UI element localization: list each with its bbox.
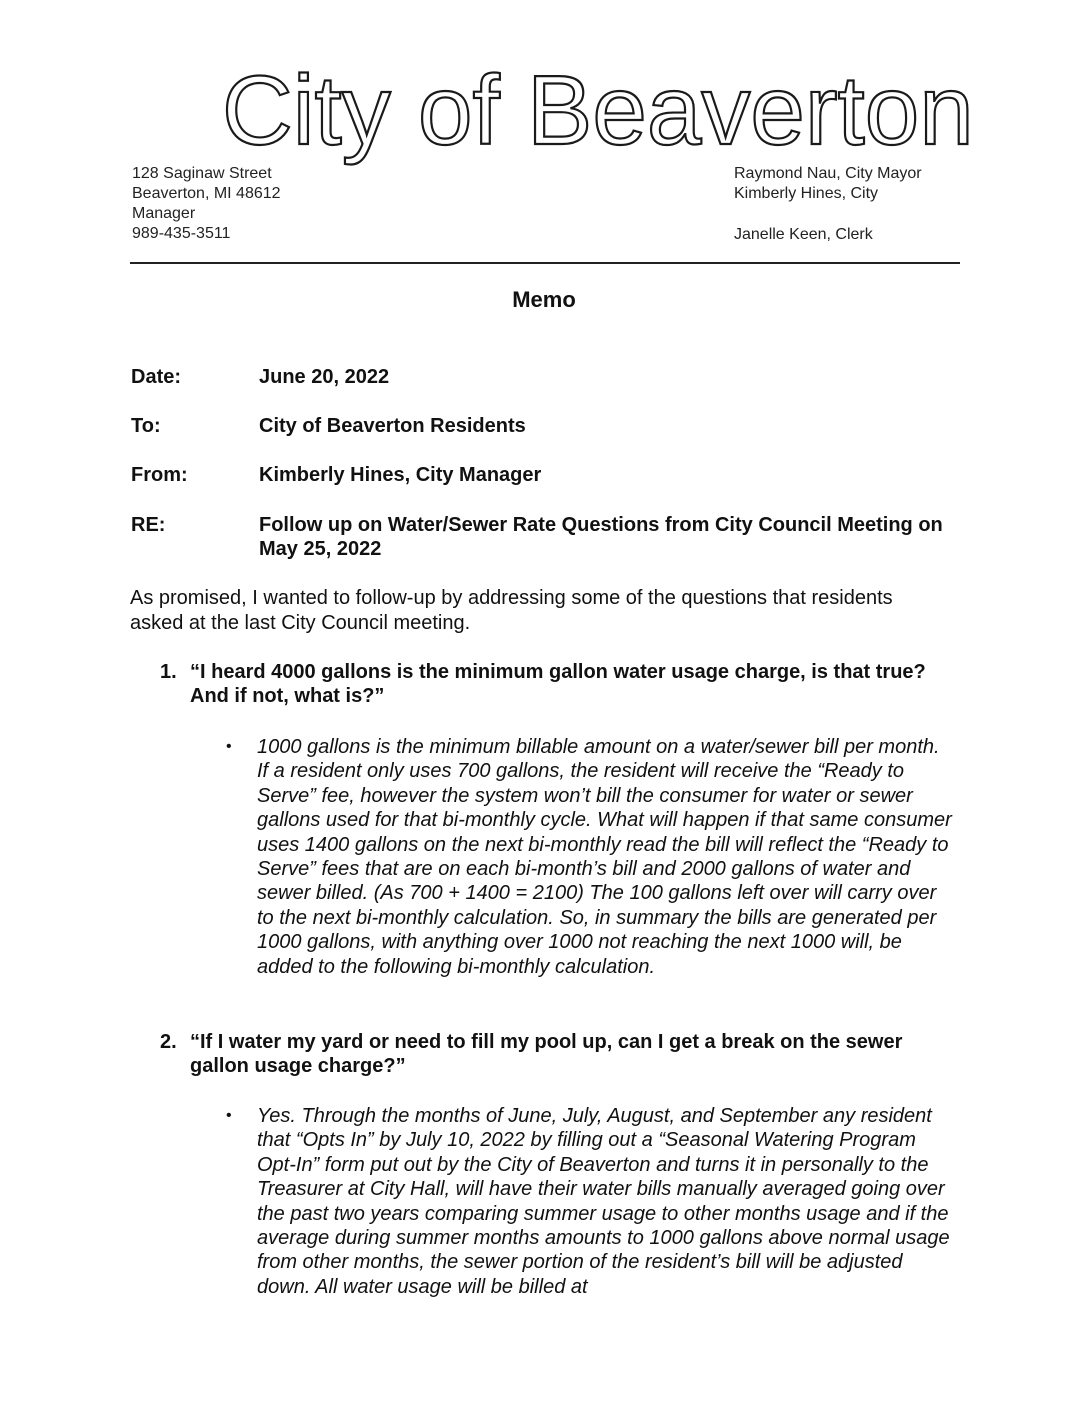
bullet-icon: • <box>226 1107 232 1124</box>
to-label: To: <box>131 415 161 437</box>
question-number: 1. <box>160 661 177 683</box>
re-value: Follow up on Water/Sewer Rate Questions from City Council Meeting on May 25, 2022 <box>259 514 943 560</box>
official-manager: Kimberly Hines, City <box>734 185 879 202</box>
date-label: Date: <box>131 366 182 388</box>
answer-text: 1000 gallons is the minimum billable amount on a water/sewer bill per month. If a resident only uses 700 gallons, the resident will receive the “Ready to Serve” fee, however the system won’t bill the consumer for water or sewer gallons used for that bi-monthly cycle. What will happen if that same consumer uses 1400 gallons on the next bi-monthly read the bill will reflect the “Ready to Serve” fees that are on each bi-month’s bill and 2000 gallons of water and sewer billed. (As 700 + 1400 = 2100) The 100 gallons left over will carry over to the next bi-monthly calculation. So, in summary the bills are generated per 1000 gallons, with anything over 1000 not reaching the next 1000 will, be added to the following bi-monthly calculation. <box>257 736 952 978</box>
address-line: 128 Saginaw Street <box>132 165 272 182</box>
question-text: “If I water my yard or need to fill my pool up, can I get a break on the sewer gallon usage charge?” <box>190 1031 903 1077</box>
from-label: From: <box>131 464 188 486</box>
question-1 <box>160 660 960 708</box>
answer-1 <box>226 735 956 979</box>
address-block <box>132 164 281 244</box>
to-value: City of Beaverton Residents <box>259 415 526 437</box>
official-mayor: Raymond Nau, City Mayor <box>734 165 922 182</box>
memo-title: Memo <box>512 287 576 312</box>
date-value: June 20, 2022 <box>259 366 390 388</box>
address-line: Beaverton, MI 48612 <box>132 185 281 202</box>
re-label: RE: <box>131 514 166 536</box>
city-logo: City of Beaverton <box>222 55 974 165</box>
official-clerk: Janelle Keen, Clerk <box>734 226 873 243</box>
answer-2 <box>226 1104 956 1299</box>
address-line: Manager <box>132 205 196 222</box>
officials-block <box>734 164 922 245</box>
answer-text: Yes. Through the months of June, July, August, and September any resident that “Opts In” by July 10, 2022 by filling out a “Seasonal Watering Program Opt-In” form put out by the City of Beaverton and turns it in personally to the Treasurer at City Hall, will have their water bills manually averaged going over the past two years comparing summer usage to other months usage and if the average during summer months amounts to 1000 gallons above normal usage from other months, the sewer portion of the resident’s bill will be adjusted down. All water usage will be billed at <box>257 1105 950 1298</box>
from-value: Kimberly Hines, City Manager <box>259 464 542 486</box>
question-number: 2. <box>160 1031 177 1053</box>
question-text: “I heard 4000 gallons is the minimum gallon water usage charge, is that true? And if not, what is?” <box>190 661 926 707</box>
bullet-icon: • <box>226 738 232 755</box>
question-2 <box>160 1030 960 1078</box>
phone-number: 989-435-3511 <box>132 225 231 242</box>
header-divider <box>130 262 960 264</box>
intro-paragraph: As promised, I wanted to follow-up by addressing some of the questions that residents asked at the last City Council meeting. <box>130 587 893 634</box>
